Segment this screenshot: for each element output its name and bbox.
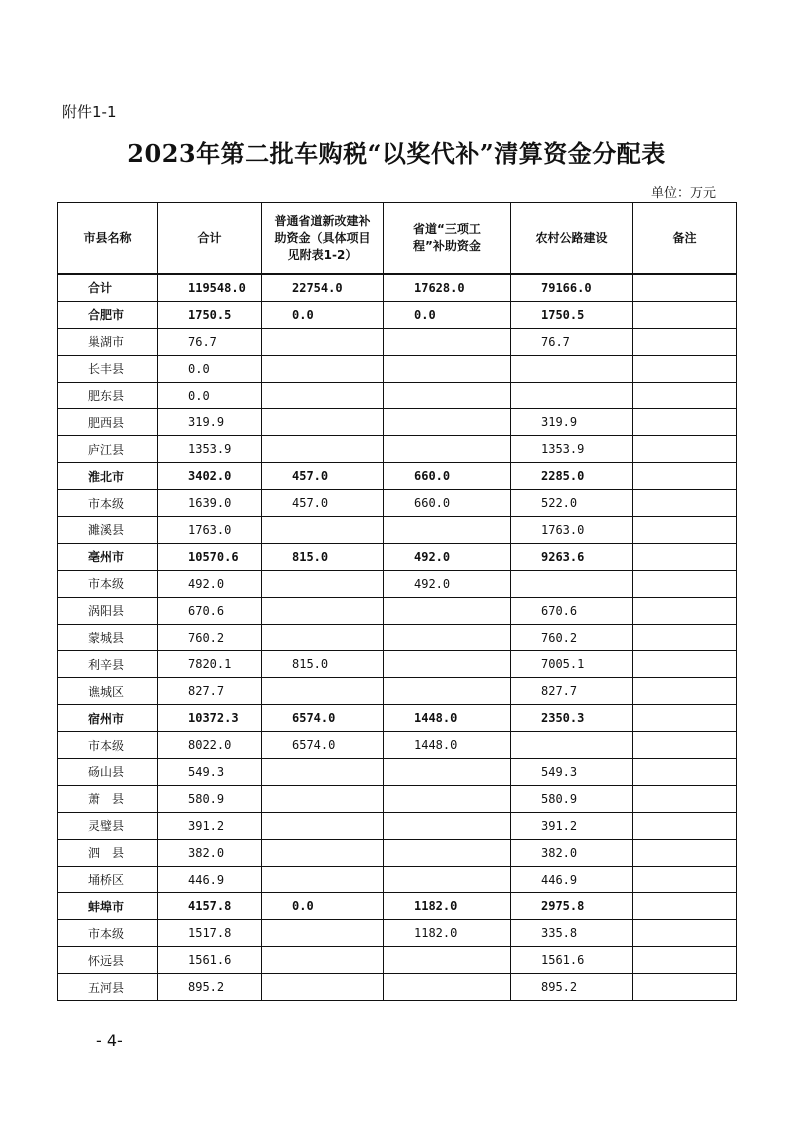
cell-rural: 446.9 <box>511 866 633 893</box>
table-row <box>58 301 737 328</box>
cell-name: 五河县 <box>58 974 158 1001</box>
table-row <box>58 274 737 301</box>
cell-name: 庐江县 <box>58 436 158 463</box>
cell-rural <box>511 732 633 759</box>
table-row <box>58 355 737 382</box>
cell-total: 492.0 <box>158 570 262 597</box>
cell-provincial <box>262 974 384 1001</box>
cell-name: 肥东县 <box>58 382 158 409</box>
cell-name: 蒙城县 <box>58 624 158 651</box>
cell-provincial <box>262 785 384 812</box>
cell-three-projects: 0.0 <box>384 301 511 328</box>
cell-provincial <box>262 839 384 866</box>
table-row <box>58 490 737 517</box>
header-remarks: 备注 <box>633 203 737 275</box>
table-row <box>58 920 737 947</box>
cell-note <box>633 490 737 517</box>
cell-provincial <box>262 355 384 382</box>
header-provincial-road: 普通省道新改建补助资金（具体项目见附表1-2） <box>262 203 384 275</box>
header-rural-road: 农村公路建设 <box>511 203 633 275</box>
table-row <box>58 597 737 624</box>
header-three-projects: 省道“三项工程”补助资金 <box>384 203 511 275</box>
cell-note <box>633 705 737 732</box>
cell-total: 10570.6 <box>158 543 262 570</box>
cell-total: 670.6 <box>158 597 262 624</box>
table-row <box>58 678 737 705</box>
cell-total: 76.7 <box>158 328 262 355</box>
table-row <box>58 974 737 1001</box>
cell-rural: 1561.6 <box>511 947 633 974</box>
table-header-row <box>58 203 737 275</box>
cell-three-projects <box>384 382 511 409</box>
cell-rural: 319.9 <box>511 409 633 436</box>
cell-rural: 335.8 <box>511 920 633 947</box>
cell-name: 亳州市 <box>58 543 158 570</box>
cell-name: 淮北市 <box>58 463 158 490</box>
cell-provincial <box>262 678 384 705</box>
cell-name: 砀山县 <box>58 759 158 786</box>
cell-three-projects: 1182.0 <box>384 893 511 920</box>
table-row <box>58 570 737 597</box>
cell-three-projects <box>384 597 511 624</box>
cell-total: 1517.8 <box>158 920 262 947</box>
cell-name: 谯城区 <box>58 678 158 705</box>
document-title: 2023年第二批车购税“以奖代补”清算资金分配表 <box>127 139 666 168</box>
cell-provincial: 6574.0 <box>262 732 384 759</box>
cell-note <box>633 463 737 490</box>
cell-provincial: 0.0 <box>262 893 384 920</box>
cell-note <box>633 678 737 705</box>
cell-total: 0.0 <box>158 382 262 409</box>
cell-total: 391.2 <box>158 812 262 839</box>
table-row <box>58 409 737 436</box>
cell-provincial <box>262 947 384 974</box>
cell-note <box>633 436 737 463</box>
cell-total: 8022.0 <box>158 732 262 759</box>
cell-three-projects: 17628.0 <box>384 274 511 301</box>
cell-provincial <box>262 409 384 436</box>
cell-name: 市本级 <box>58 732 158 759</box>
cell-rural: 9263.6 <box>511 543 633 570</box>
cell-provincial: 6574.0 <box>262 705 384 732</box>
cell-note <box>633 785 737 812</box>
cell-rural: 79166.0 <box>511 274 633 301</box>
cell-note <box>633 759 737 786</box>
table-row <box>58 624 737 651</box>
cell-rural: 827.7 <box>511 678 633 705</box>
cell-provincial: 815.0 <box>262 543 384 570</box>
cell-total: 382.0 <box>158 839 262 866</box>
cell-provincial: 457.0 <box>262 463 384 490</box>
cell-provincial: 0.0 <box>262 301 384 328</box>
cell-rural: 76.7 <box>511 328 633 355</box>
cell-rural <box>511 382 633 409</box>
cell-rural <box>511 355 633 382</box>
cell-three-projects <box>384 651 511 678</box>
cell-name: 肥西县 <box>58 409 158 436</box>
cell-note <box>633 517 737 544</box>
cell-note <box>633 947 737 974</box>
table-row <box>58 812 737 839</box>
cell-note <box>633 274 737 301</box>
cell-rural: 760.2 <box>511 624 633 651</box>
cell-three-projects <box>384 624 511 651</box>
cell-note <box>633 624 737 651</box>
cell-total: 1353.9 <box>158 436 262 463</box>
cell-provincial <box>262 517 384 544</box>
cell-provincial: 457.0 <box>262 490 384 517</box>
cell-rural: 670.6 <box>511 597 633 624</box>
cell-three-projects <box>384 678 511 705</box>
cell-note <box>633 974 737 1001</box>
cell-rural: 895.2 <box>511 974 633 1001</box>
cell-name: 萧 县 <box>58 785 158 812</box>
cell-rural: 549.3 <box>511 759 633 786</box>
cell-total: 1750.5 <box>158 301 262 328</box>
cell-three-projects: 492.0 <box>384 570 511 597</box>
cell-three-projects <box>384 974 511 1001</box>
cell-provincial <box>262 436 384 463</box>
cell-name: 合计 <box>58 274 158 301</box>
cell-three-projects: 660.0 <box>384 463 511 490</box>
cell-provincial: 22754.0 <box>262 274 384 301</box>
allocation-table <box>57 202 737 1001</box>
attachment-label: 附件1-1 <box>62 103 117 121</box>
cell-total: 895.2 <box>158 974 262 1001</box>
cell-rural: 1353.9 <box>511 436 633 463</box>
cell-provincial <box>262 382 384 409</box>
cell-name: 利辛县 <box>58 651 158 678</box>
cell-note <box>633 355 737 382</box>
cell-total: 119548.0 <box>158 274 262 301</box>
cell-note <box>633 893 737 920</box>
table-row <box>58 543 737 570</box>
cell-total: 0.0 <box>158 355 262 382</box>
cell-provincial <box>262 920 384 947</box>
cell-provincial <box>262 866 384 893</box>
table-row <box>58 463 737 490</box>
cell-three-projects <box>384 409 511 436</box>
cell-total: 1763.0 <box>158 517 262 544</box>
table-row <box>58 839 737 866</box>
cell-name: 市本级 <box>58 490 158 517</box>
cell-note <box>633 597 737 624</box>
cell-total: 1639.0 <box>158 490 262 517</box>
cell-total: 7820.1 <box>158 651 262 678</box>
cell-rural: 2975.8 <box>511 893 633 920</box>
cell-three-projects <box>384 328 511 355</box>
cell-three-projects <box>384 947 511 974</box>
cell-note <box>633 651 737 678</box>
cell-three-projects <box>384 839 511 866</box>
cell-three-projects <box>384 759 511 786</box>
cell-name: 合肥市 <box>58 301 158 328</box>
cell-note <box>633 839 737 866</box>
cell-rural: 382.0 <box>511 839 633 866</box>
cell-total: 10372.3 <box>158 705 262 732</box>
table-row <box>58 759 737 786</box>
cell-three-projects: 1448.0 <box>384 705 511 732</box>
cell-note <box>633 812 737 839</box>
cell-name: 涡阳县 <box>58 597 158 624</box>
table-row <box>58 785 737 812</box>
header-total: 合计 <box>158 203 262 275</box>
cell-rural: 7005.1 <box>511 651 633 678</box>
cell-rural: 580.9 <box>511 785 633 812</box>
cell-total: 446.9 <box>158 866 262 893</box>
cell-note <box>633 409 737 436</box>
cell-note <box>633 382 737 409</box>
table-row <box>58 328 737 355</box>
cell-name: 灵璧县 <box>58 812 158 839</box>
cell-three-projects: 1182.0 <box>384 920 511 947</box>
cell-total: 1561.6 <box>158 947 262 974</box>
cell-rural: 2285.0 <box>511 463 633 490</box>
cell-note <box>633 732 737 759</box>
cell-three-projects <box>384 436 511 463</box>
cell-name: 濉溪县 <box>58 517 158 544</box>
cell-name: 怀远县 <box>58 947 158 974</box>
table-row <box>58 893 737 920</box>
cell-provincial: 815.0 <box>262 651 384 678</box>
cell-three-projects <box>384 812 511 839</box>
cell-note <box>633 543 737 570</box>
cell-total: 580.9 <box>158 785 262 812</box>
cell-total: 3402.0 <box>158 463 262 490</box>
header-city-county: 市县名称 <box>58 203 158 275</box>
table-row <box>58 866 737 893</box>
cell-name: 巢湖市 <box>58 328 158 355</box>
cell-total: 760.2 <box>158 624 262 651</box>
cell-provincial <box>262 328 384 355</box>
cell-rural: 522.0 <box>511 490 633 517</box>
cell-three-projects: 492.0 <box>384 543 511 570</box>
table-row <box>58 651 737 678</box>
cell-rural <box>511 570 633 597</box>
cell-name: 蚌埠市 <box>58 893 158 920</box>
cell-name: 市本级 <box>58 920 158 947</box>
cell-three-projects <box>384 355 511 382</box>
cell-three-projects <box>384 866 511 893</box>
cell-note <box>633 920 737 947</box>
cell-note <box>633 866 737 893</box>
cell-rural: 1750.5 <box>511 301 633 328</box>
cell-note <box>633 301 737 328</box>
cell-name: 宿州市 <box>58 705 158 732</box>
table-row <box>58 436 737 463</box>
table-row <box>58 517 737 544</box>
cell-provincial <box>262 624 384 651</box>
cell-three-projects <box>384 785 511 812</box>
table-row <box>58 732 737 759</box>
cell-provincial <box>262 812 384 839</box>
page-number: - 4- <box>96 1031 123 1050</box>
cell-rural: 2350.3 <box>511 705 633 732</box>
cell-name: 埇桥区 <box>58 866 158 893</box>
cell-name: 泗 县 <box>58 839 158 866</box>
table-row <box>58 947 737 974</box>
cell-total: 319.9 <box>158 409 262 436</box>
cell-total: 827.7 <box>158 678 262 705</box>
cell-note <box>633 570 737 597</box>
table-body <box>58 274 737 1001</box>
cell-three-projects: 1448.0 <box>384 732 511 759</box>
table-row <box>58 705 737 732</box>
cell-provincial <box>262 759 384 786</box>
cell-three-projects: 660.0 <box>384 490 511 517</box>
cell-rural: 391.2 <box>511 812 633 839</box>
cell-three-projects <box>384 517 511 544</box>
table-row <box>58 382 737 409</box>
unit-label: 单位：万元 <box>650 186 716 201</box>
cell-rural: 1763.0 <box>511 517 633 544</box>
cell-total: 549.3 <box>158 759 262 786</box>
cell-provincial <box>262 570 384 597</box>
cell-name: 市本级 <box>58 570 158 597</box>
cell-note <box>633 328 737 355</box>
cell-provincial <box>262 597 384 624</box>
cell-name: 长丰县 <box>58 355 158 382</box>
cell-total: 4157.8 <box>158 893 262 920</box>
